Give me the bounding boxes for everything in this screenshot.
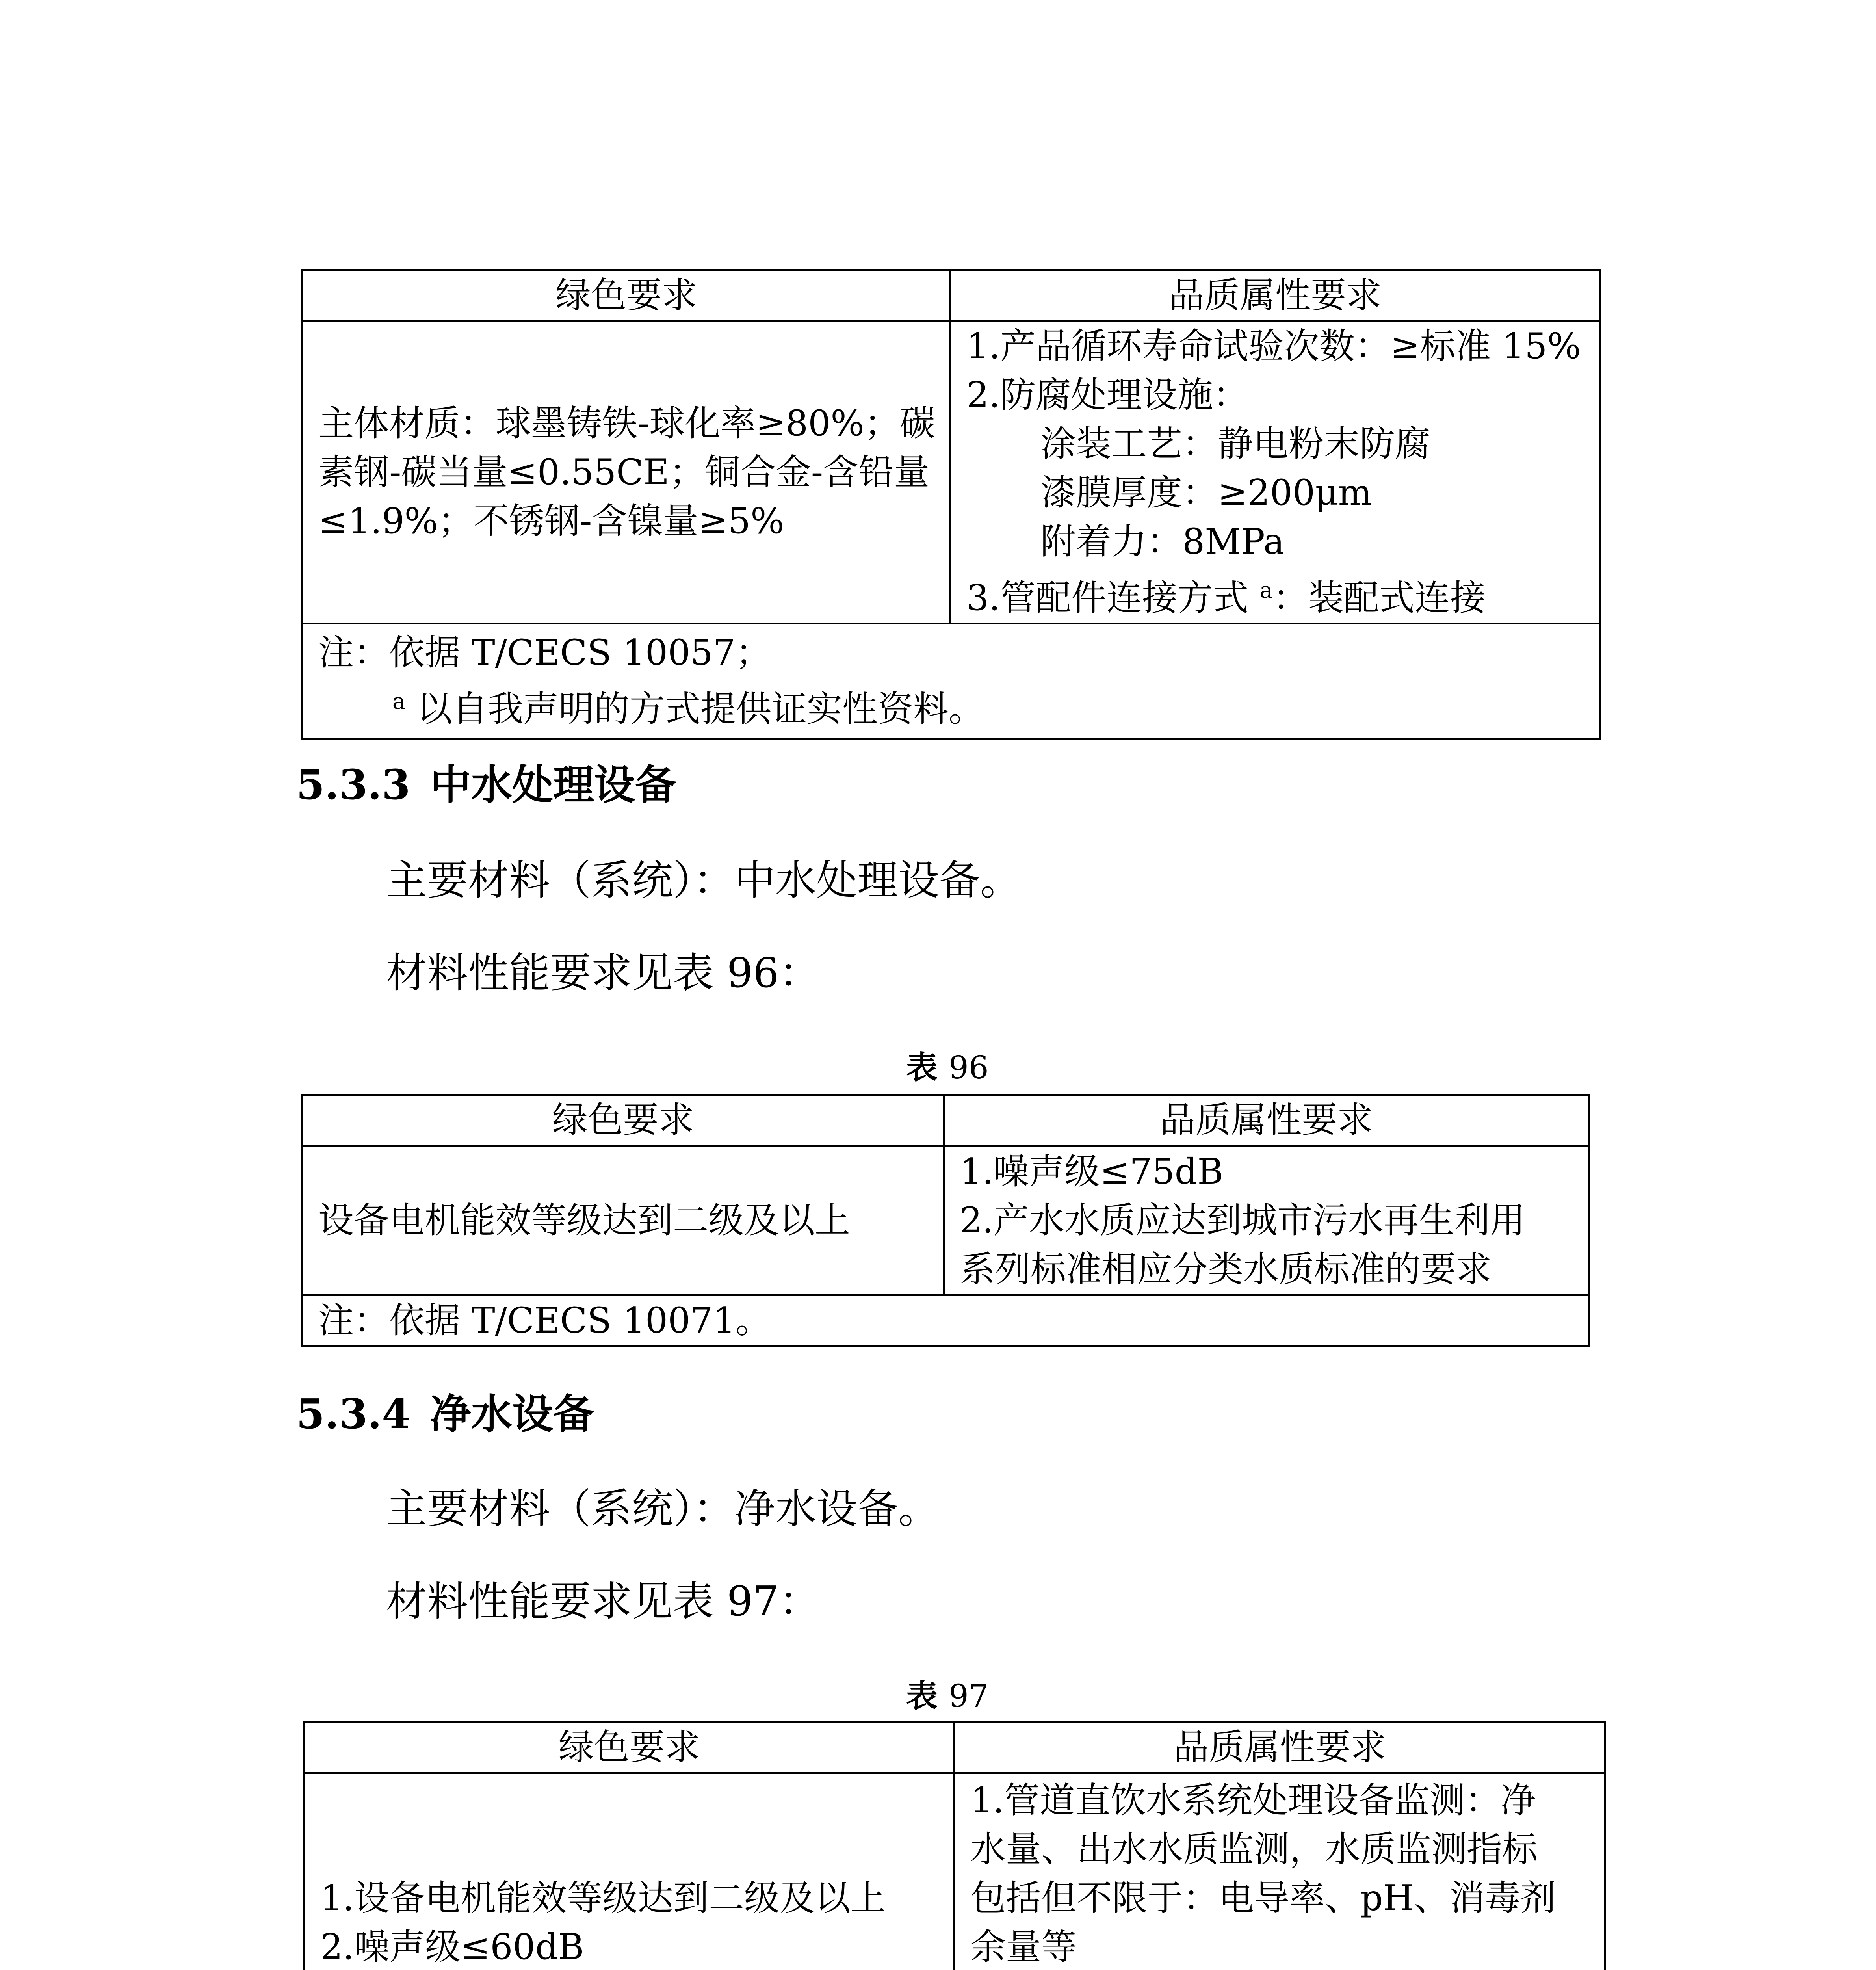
footnote-marker: a [392,689,406,714]
table-95-note-line: 注：依据 T/CECS 10057； [318,632,771,673]
table-97-green-line: 2.噪声级≤60dB [320,1926,584,1968]
table-96-quality-cell [944,1146,1589,1295]
paragraph: 主要材料（系统）：中水处理设备。 [386,856,1022,904]
table-97-green-cell [305,1773,955,1970]
table-97-quality-line: 1.管道直饮水系统处理设备监测：净 [970,1779,1536,1821]
caption-number: 97 [948,1678,989,1714]
section-number: 5.3.3 [296,760,410,809]
section-title: 中水处理设备 [430,760,676,809]
table-95-green-line: 素钢-碳当量≤0.55CE；铜合金-含铅量 [318,451,930,493]
caption-prefix: 表 [906,1677,938,1714]
table-95-quality-line: 3.管配件连接方式 [966,577,1248,619]
caption-number: 96 [948,1049,989,1086]
paragraph: 主要材料（系统）：净水设备。 [386,1485,940,1533]
table-97-quality-cell [955,1773,1605,1970]
table-97-header-green: 绿色要求 [305,1722,955,1773]
table-95-header-green: 绿色要求 [303,270,951,321]
table-96-quality-line: 系列标准相应分类水质标准的要求 [960,1248,1492,1290]
table-95-note-text: 以自我声明的方式提供证实性资料。 [417,688,984,730]
table-95-quality-cell [951,321,1600,624]
table-97-quality-line: 余量等 [970,1926,1077,1968]
table-96-quality-line: 2.产水水质应达到城市污水再生利用 [960,1199,1525,1241]
caption-prefix: 表 [906,1049,938,1086]
table-95 [301,269,1601,740]
footnote-marker: a [1259,578,1273,603]
section-title: 净水设备 [430,1390,594,1438]
table-96 [301,1094,1590,1347]
section-heading-5-3-4 [296,1381,594,1440]
table-95-note [303,624,1600,739]
table-95-note-line-2 [318,677,1584,734]
table-97-quality-line: 包括但不限于：电导率、pH、消毒剂 [970,1877,1556,1919]
table-96-note: 注：依据 T/CECS 10071。 [303,1295,1589,1346]
paragraph: 材料性能要求见表 96： [386,949,820,997]
table-95-quality-line: ：装配式连接 [1272,577,1486,619]
table-96-header-quality: 品质属性要求 [944,1095,1589,1146]
section-heading-5-3-3 [296,752,676,811]
table-95-green-line: ≤1.9%；不锈钢-含镍量≥5% [318,500,784,542]
table-96-header-green: 绿色要求 [303,1095,944,1146]
table-95-quality-line-connection [966,566,1584,623]
table-95-green-cell [303,321,951,624]
table-95-quality-line: 漆膜厚度：≥200μm [1040,472,1372,513]
table-96-green-cell: 设备电机能效等级达到二级及以上 [303,1146,944,1295]
table-95-quality-line: 附着力：8MPa [1040,521,1285,562]
paragraph: 材料性能要求见表 97： [386,1577,820,1625]
table-97-header-quality: 品质属性要求 [955,1722,1605,1773]
table-caption-96 [906,1042,989,1087]
table-95-header-quality: 品质属性要求 [951,270,1600,321]
table-95-quality-line: 1.产品循环寿命试验次数：≥标准 15% [966,325,1581,367]
table-96-quality-line: 1.噪声级≤75dB [960,1150,1224,1192]
table-95-quality-line: 2.防腐处理设施： [966,374,1248,416]
table-95-quality-line: 涂装工艺：静电粉末防腐 [1040,423,1430,465]
section-number: 5.3.4 [296,1390,410,1438]
table-97 [303,1721,1606,1970]
table-97-quality-line: 水量、出水水质监测，水质监测指标 [970,1828,1538,1870]
table-97-green-line: 1.设备电机能效等级达到二级及以上 [320,1877,886,1919]
table-caption-97 [906,1671,989,1716]
table-95-green-line: 主体材质：球墨铸铁-球化率≥80%；碳 [318,402,935,444]
